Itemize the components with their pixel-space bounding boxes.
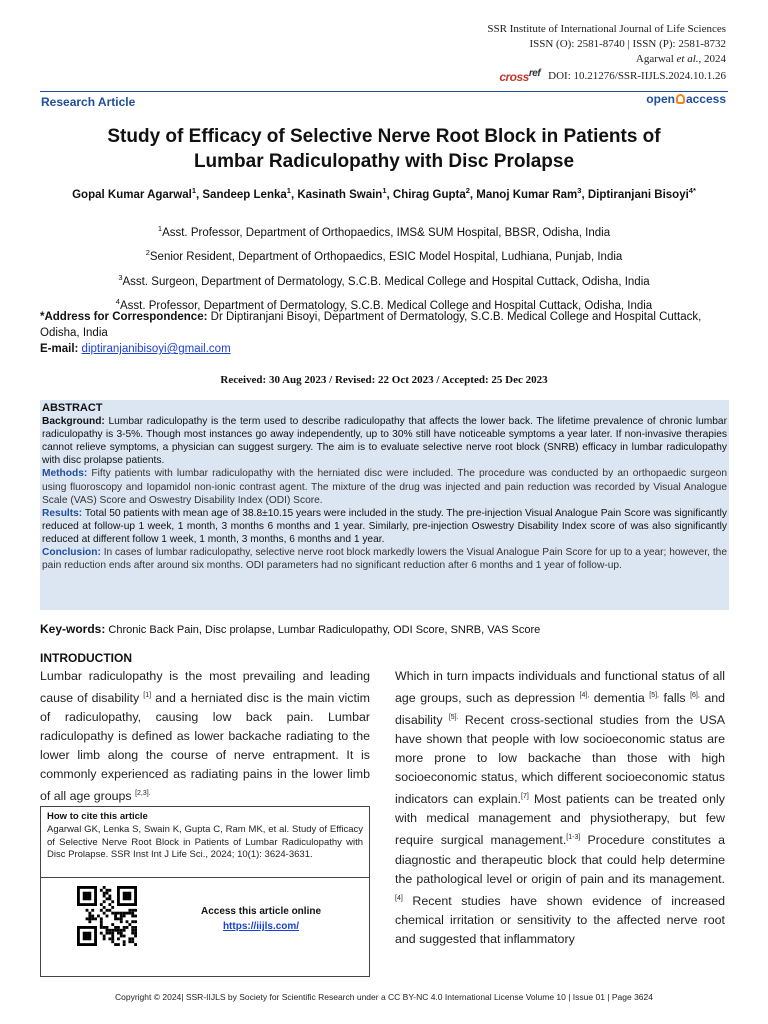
- intro-paragraph-right: Which in turn impacts individuals and functional status of all age groups, such as depression $^{[4],}$ dementia $^{[5],}$ falls $^{[6],}$ and disability $^{[5].}$ Recent cross-sectional studies from the USA have shown that people with low socioeconomic status are more prone to low backache than those with high socioeconomic status, which different socioeconomic status indicators can explain.[7] Most patients can be treated only with medical management and physiotherapy, but few require surgical management.[1-3] Procedure constitutes a diagnostic and therapeutic block that could help determine the pathological level or origin of pain and its management.[4] Recent studies have shown evidence of increased chemical irritation or sensitivity to the affected nerve root and suggested that inflammatory: [395, 669, 726, 946]
- citation-short: Agarwal et al., 2024: [635, 53, 726, 65]
- article-type: Research Article: [41, 95, 136, 109]
- abstract-heading: ABSTRACT: [42, 402, 103, 414]
- citation-text: Agarwal GK, Lenka S, Swain K, Gupta C, Ram MK, et al. Study of Efficacy of Selective Nerve Root Block in Patients of Lumbar Radiculopathy with Disc Prolapse. SSR Inst Int J Life Sci., 2024; 10(1): 3624-3631.: [47, 824, 363, 860]
- author-name: Chirag Gupta: [392, 188, 466, 201]
- abstract-conclusion: Conclusion: In cases of lumbar radiculopathy, selective nerve root block markedly lowers the Visual Analogue Pain Score for up to a year; however, the pain reduction ends after around six months. ODI parameters had no significant reduction after 6 months and 1 year of follow-up.: [42, 547, 727, 572]
- citation-heading: How to cite this article: [47, 811, 148, 822]
- affiliation-item: $^3$Asst. Surgeon, Department of Dermatology, S.C.B. Medical College and Hospital Cuttack, Odisha, India: [118, 272, 650, 288]
- intro-heading: INTRODUCTION: [40, 651, 132, 665]
- author-list: Gopal Kumar Agarwal$^1$, Sandeep Lenka$^1$, Kasinath Swain$^1$, Chirag Gupta$^2$, Manoj Kumar Ram$^3$, Diptiranjani Bisoyi$^{4*}$: [72, 186, 696, 201]
- access-url-link[interactable]: https://iijls.com/: [222, 921, 300, 932]
- keywords-label: Key-words:: [40, 622, 106, 636]
- qr-code-icon[interactable]: [77, 886, 137, 946]
- abstract-results: Results: Total 50 patients with mean age of 38.8±10.15 years were included in the study. The pre-injection Visual Analogue Pain Score was significantly reduced at follow-up 1 week, 1 month, 3 months 6 months and 1 year. Similarly, pre-injection Oswestry Disability Index score of was also significantly reduced at different follow 1 week, 1 month, 3 months, 6 months and 1 year.: [42, 507, 727, 545]
- doi-text[interactable]: DOI: 10.21276/SSR-IIJLS.2024.10.1.26: [548, 70, 726, 82]
- correspondence-text: Dr Diptiranjani Bisoyi, Department of Dermatology, S.C.B. Medical College and Hospital Cuttack, Odisha, India: [40, 311, 702, 339]
- author-affiliation-mark: 2: [465, 186, 470, 195]
- access-online: Access this article online https://iijls.com/: [200, 906, 322, 932]
- affiliation-list: [40, 219, 728, 316]
- author-affiliation-mark: 1: [382, 186, 387, 195]
- author-affiliation-mark: 1: [286, 186, 291, 195]
- keywords-text: Chronic Back Pain, Disc prolapse, Lumbar Radiculopathy, ODI Score, SNRB, VAS Score: [105, 624, 541, 636]
- journal-name: SSR Institute of International Journal of Life Sciences: [487, 23, 726, 35]
- affiliation-item: $^4$Asst. Professor, Department of Dermatology, S.C.B. Medical College and Hospital Cuttack, Odisha, India: [115, 296, 653, 312]
- header-divider: [40, 91, 728, 92]
- author-name: Diptiranjani Bisoyi: [587, 188, 689, 201]
- email-label: E-mail:: [40, 343, 79, 355]
- abstract-background: Background: Lumbar radiculopathy is the term used to describe radiculopathy that affects the lower back. The lifetime prevalence of chronic lumbar radiculopathy is 3-5%. Though most instances go away independently, up to 30% still have noticeable symptoms a year later. If non-invasive therapies cannot relieve symptoms, a physician can suggest surgery. The aim is to evaluate selective nerve root block (SNRB) efficacy in lumbar radiculopathy with disc prolapse patients.: [42, 416, 727, 467]
- open-lock-icon: [676, 94, 685, 104]
- right-column: [395, 667, 725, 949]
- article-title: Study of Efficacy of Selective Nerve Root Block in Patients of Lumbar Radiculopathy with Disc Prolapse: [107, 126, 661, 172]
- correspondence: [40, 309, 728, 357]
- email-link[interactable]: diptiranjanibisoyi@gmail.com: [81, 343, 231, 355]
- doi-row: [499, 68, 726, 84]
- affiliation-item: $^2$Senior Resident, Department of Orthopaedics, ESIC Model Hospital, Ludhiana, Punjab, India: [145, 248, 623, 264]
- author-name: Gopal Kumar Agarwal: [72, 188, 192, 201]
- author-affiliation-mark: 4*: [688, 186, 696, 195]
- correspondence-label: *Address for Correspondence:: [40, 311, 208, 323]
- journal-header: [487, 22, 726, 67]
- author-name: Manoj Kumar Ram: [476, 188, 578, 201]
- article-dates: Received: 30 Aug 2023 / Revised: 22 Oct 2023 / Accepted: 25 Dec 2023: [220, 374, 548, 386]
- journal-issn: ISSN (O): 2581-8740 | ISSN (P): 2581-8732: [529, 38, 726, 50]
- abstract-box: [40, 400, 729, 610]
- intro-paragraph-left: Lumbar radiculopathy is the most prevailing and leading cause of disability [1] and a herniated disc is the main victim of radiculopathy, causing low back pain. Lumbar radiculopathy is defined as lower backache radiating to the lower limb along the course of nerve entrapment. It is commonly experienced as radiating pains in the lower limb of all age groups $^{[2,3].}$: [40, 669, 370, 804]
- crossref-logo[interactable]: cross$^{ref}$: [499, 68, 541, 84]
- author-name: Kasinath Swain: [297, 188, 383, 201]
- keywords: [40, 622, 728, 636]
- author-name: Sandeep Lenka: [202, 188, 287, 201]
- page-footer: Copyright © 2024| SSR-IIJLS by Society for Scientific Research under a CC BY-NC 4.0 International License Volume 10 | Issue 01 | Page 3624: [115, 992, 653, 1002]
- affiliation-item: $^1$Asst. Professor, Department of Orthopaedics, IMS& SUM Hospital, BBSR, Odisha, India: [157, 224, 611, 239]
- citation-divider: [41, 877, 369, 878]
- citation-box: [40, 806, 370, 977]
- author-affiliation-mark: 3: [577, 186, 582, 195]
- left-column: [40, 651, 370, 806]
- abstract-methods: Methods: Fifty patients with lumbar radiculopathy with the herniated disc were included. The procedure was conducted by an orthopaedic surgeon using fluoroscopy and Iopamidol non-ionic contrast agent. The mixture of the drug was injected and pain reduction was recorded by Visual Analogue Scale (VAS) Score and Oswestry Disability Index (ODI) Score.: [42, 468, 727, 506]
- author-affiliation-mark: 1: [191, 186, 196, 195]
- open-access-logo: open access: [646, 92, 726, 106]
